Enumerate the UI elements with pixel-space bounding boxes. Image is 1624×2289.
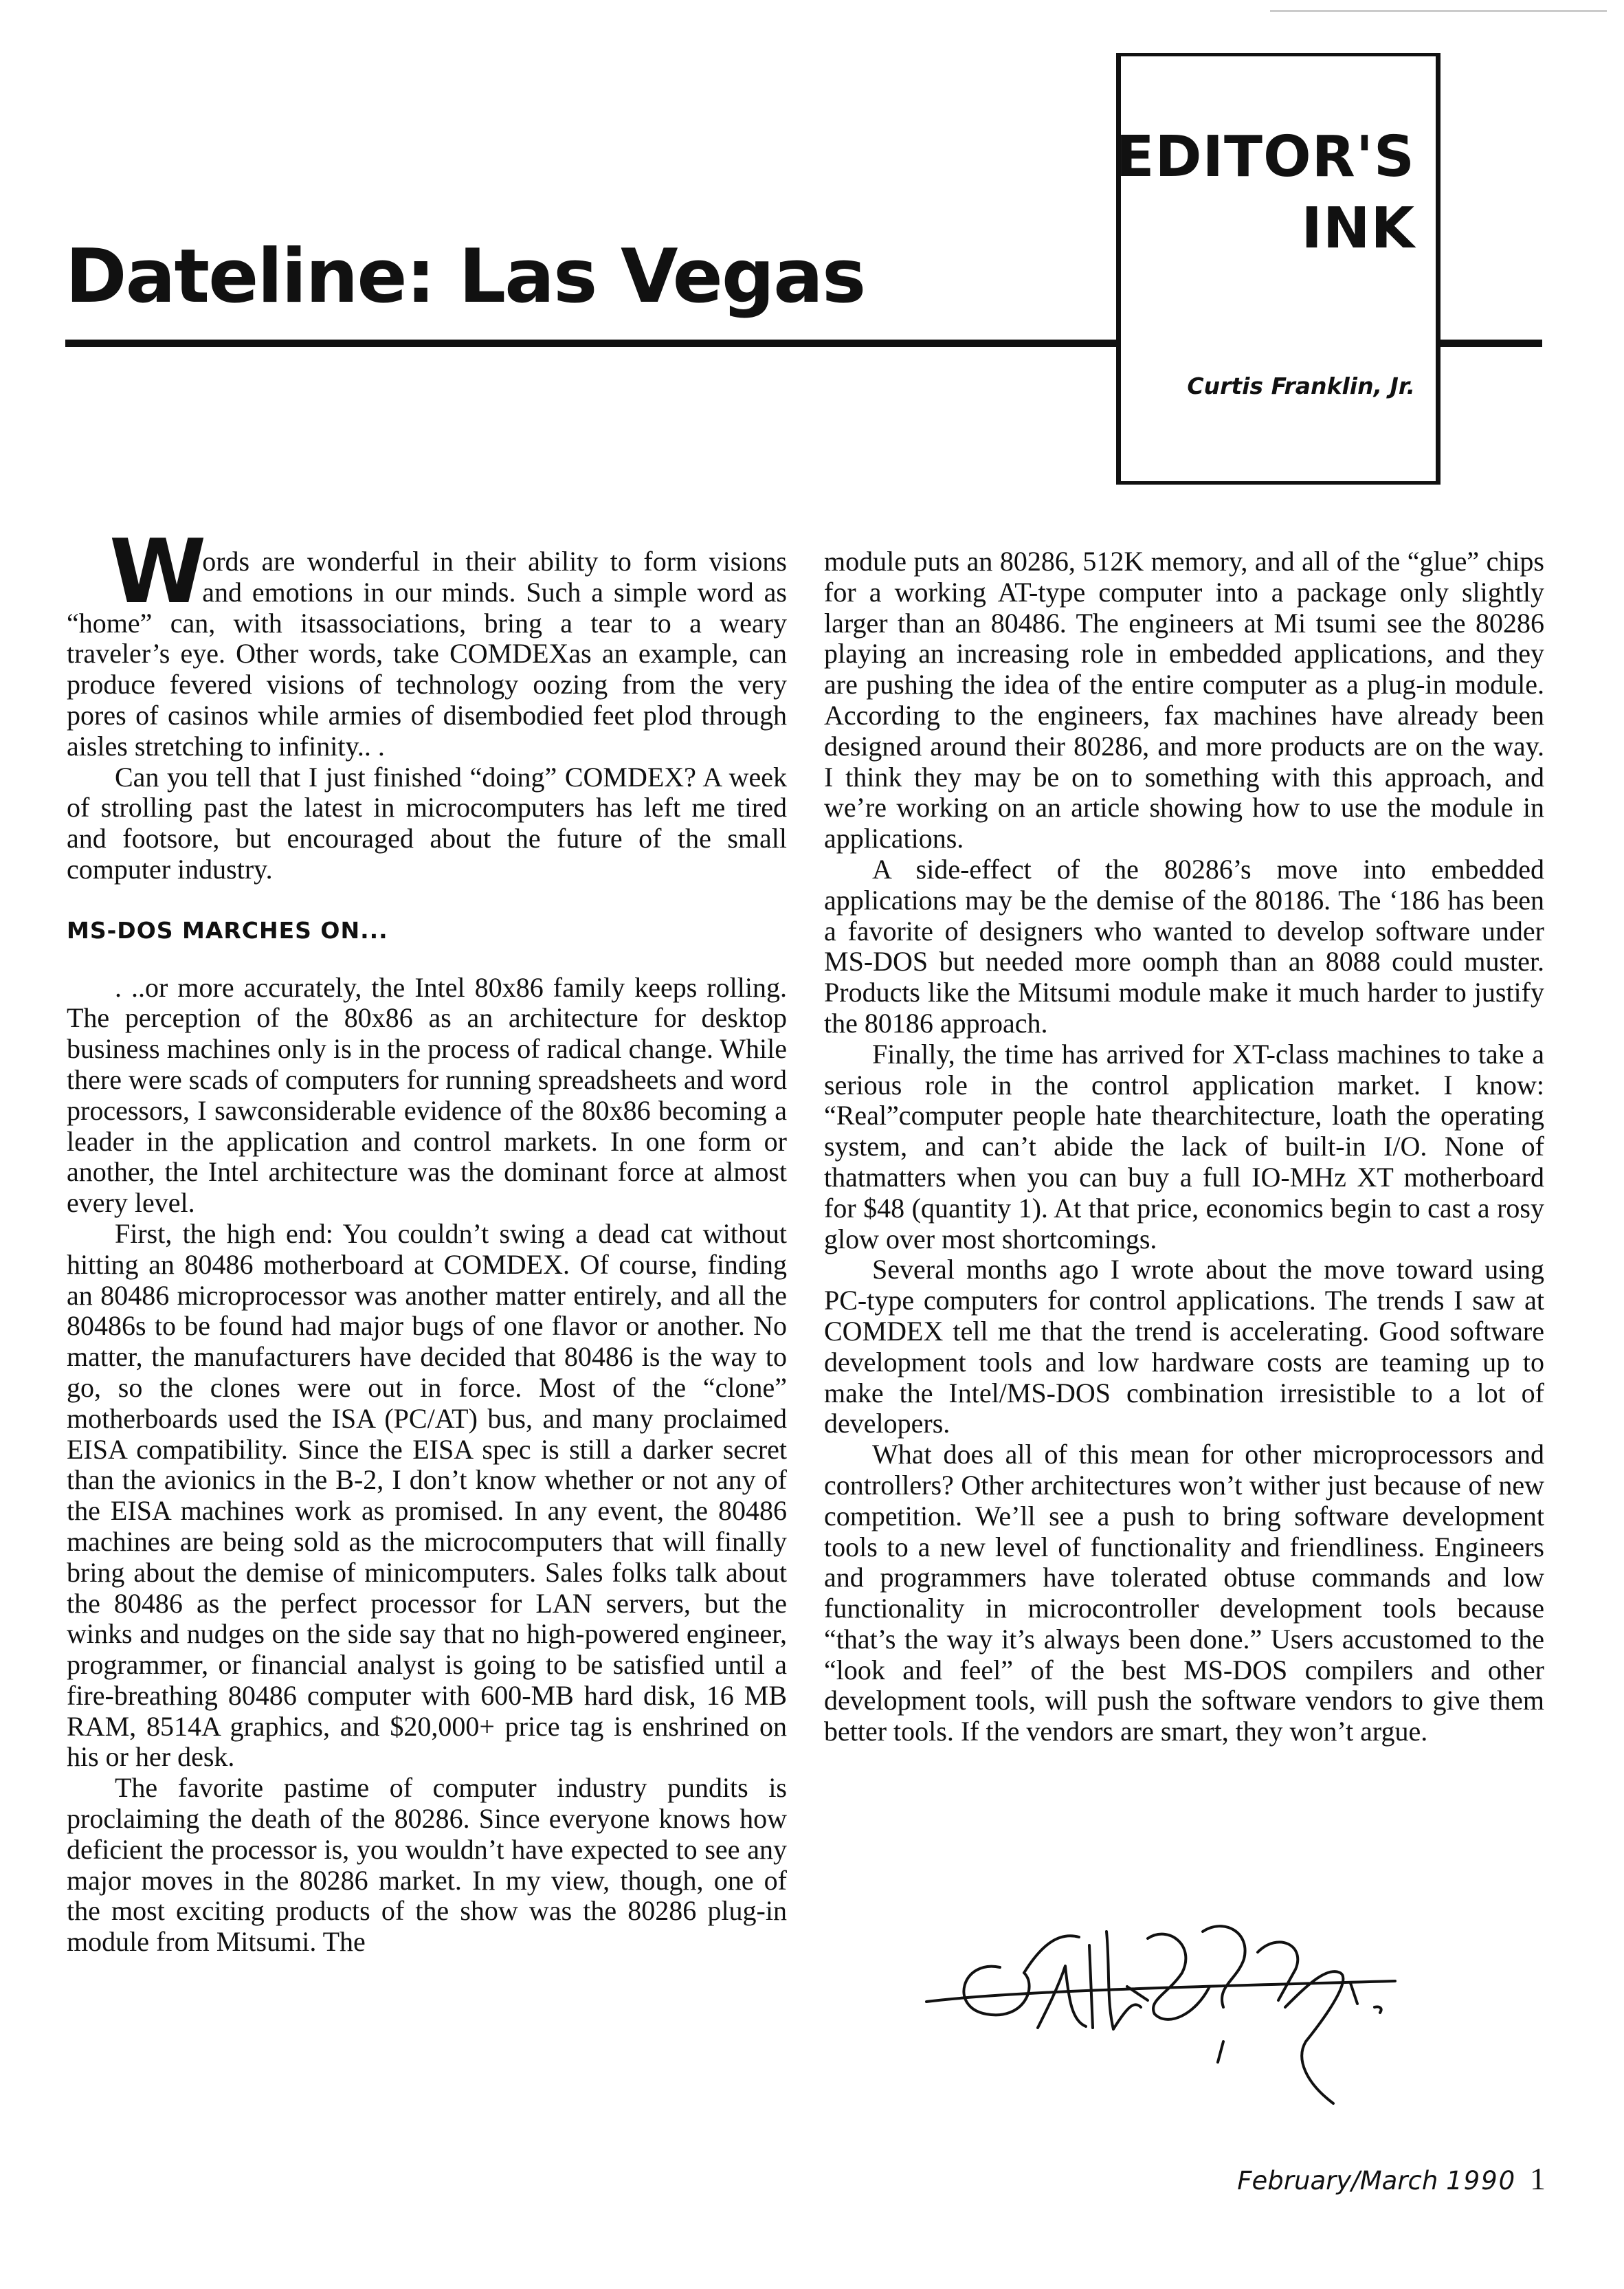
paragraph: First, the high end: You couldn’t swing a dead cat without hitting an 80486 motherboard at COMDEX. Of course, finding an 80486 microprocessor was another matter entirely, and all the 80486s to be found had major bugs of one flavor or another. No matter, the manufacturers have decided that 80486 is the way to go, so the clones were out in force. Most of the “clone” motherboards used the ISA (PC/AT) bus, and many proclaimed EISA compatibility. Since the EISA spec is still a darker secret than the avionics in the B-2, I don’t know whether or not any of the EISA machines work as promised. In any event, the 80486 machines are being sold as the microcomputers that will finally bring about the demise of minicomputers. Sales folks talk about the 80486 as the perfect processor for LAN servers, but the winks and nudges on the side say that no high-powered engineer, programmer, or financial analyst is going to be satisfied until a fire-breathing 80486 computer with 600-MB hard disk, 16 MB RAM, 8514A graphics, and $20,000+ price tag is enshrined on his or her desk.	[67, 1217, 787, 1773]
page-title: Dateline: Las Vegas	[65, 234, 865, 320]
paragraph-intro-text: ords are wonderful in their ability to form visions and emotions in our minds. Such a simple word as “home” can, with itsassociations, bring a tear to a weary traveler’s eye. Other words, take COMDEXas an example, can produce fevered visions of technology oozing from the very pores of casinos while armies of disembodied feet plod through aisles stretching to infinity.. .	[67, 546, 787, 762]
issue-date: February/March	[1237, 2166, 1438, 2196]
headline-rule-right	[1441, 340, 1542, 347]
section-heading: MS-DOS MARCHES ON...	[67, 916, 388, 944]
column-title-line-1: EDITOR'S	[1115, 124, 1415, 190]
column-title	[1115, 122, 1415, 265]
right-column	[824, 546, 1544, 1747]
paragraph: A side-effect of the 80286’s move into embedded applications may be the demise of the 80186. The ‘186 has been a favorite of designers who wanted to develop software under MS-DOS but needed more oomph than an 8088 could muster. Products like the Mitsumi module make it much harder to justify the 80186 approach.	[824, 853, 1544, 1039]
paragraph: Finally, the time has arrived for XT-class machines to take a serious role in the control application market. I know: “Real”computer people hate thearchitecture, loath the operating system, and can’t abide the lack of built-in I/O. None of thatmatters when you can buy a full IO-MHz XT motherboard for $48 (quantity 1). At that price, economics begin to cast a rosy glow over most shortcomings.	[824, 1038, 1544, 1254]
paragraph: Can you tell that I just finished “doing” COMDEX? A week of strolling past the latest in microcomputers has left me tired and footsore, but encouraged about the future of the small computer industry.	[67, 761, 787, 885]
column-title-line-2: INK	[1301, 196, 1415, 261]
left-column	[67, 521, 787, 1958]
top-edge-rule	[1270, 10, 1607, 12]
author-byline: Curtis Franklin, Jr.	[1187, 373, 1415, 399]
paragraph: What does all of this mean for other microprocessors and controllers? Other architectures won’t wither just because of new competition. We’ll see a push to bring software development tools to a new level of functionality and friendliness. Engineers and programmers have tolerated obtuse commands and low functionality in microcontroller development tools because “that’s the way it’s always been done.” Users accustomed to the “look and feel” of the best MS-DOS compilers and other development tools, will push the software vendors to give them better tools. If the vendors are smart, they won’t argue.	[824, 1439, 1544, 1747]
editors-ink-box	[1116, 53, 1441, 485]
headline-rule-left	[65, 340, 1116, 347]
paragraph: The favorite pastime of computer industry pundits is proclaiming the death of the 80286. Since everyone knows how deficient the processor is, you wouldn’t have expected to see any major moves in the 80286 market. In my view, though, one of the most exciting products of the show was the 80286 plug-in module from Mitsumi. The	[67, 1772, 787, 1958]
paragraph-intro	[67, 521, 787, 762]
paragraph: module puts an 80286, 512K memory, and all of the “glue” chips for a working AT-type computer into a package only slightly larger than an 80486. The engineers at Mi tsumi see the 80286 playing an increasing role in embedded applications, and they are pushing the idea of the entire computer as a plug-in module. According to the engineers, fax machines have already been designed around their 80286, and more products are on the way. I think they may be on to something with this approach, and we’re working on an article showing how to use the module in applications.	[824, 546, 1544, 854]
paragraph: . ..or more accurately, the Intel 80x86 family keeps rolling. The perception of the 80x86 as an architecture for desktop business machines only is in the process of radical change. While there were scads of computers for running spreadsheets and word processors, I sawconsiderable evidence of the 80x86 becoming a leader in the application and control markets. In one form or another, the Intel architecture was the dominant force at almost every level.	[67, 971, 787, 1219]
page-footer	[1237, 2160, 1546, 2197]
page-number: 1	[1530, 2161, 1546, 2196]
paragraph: Several months ago I wrote about the move toward using PC-type computers for control applications. The trends I saw at COMDEX tell me that the trend is accelerating. Good software development tools and low hardware costs are teaming up to make the Intel/MS-DOS combination irresistible to a lot of developers.	[824, 1254, 1544, 1439]
drop-cap: W	[109, 521, 203, 623]
author-signature	[921, 1904, 1416, 2117]
issue-year: 1990	[1446, 2166, 1517, 2196]
